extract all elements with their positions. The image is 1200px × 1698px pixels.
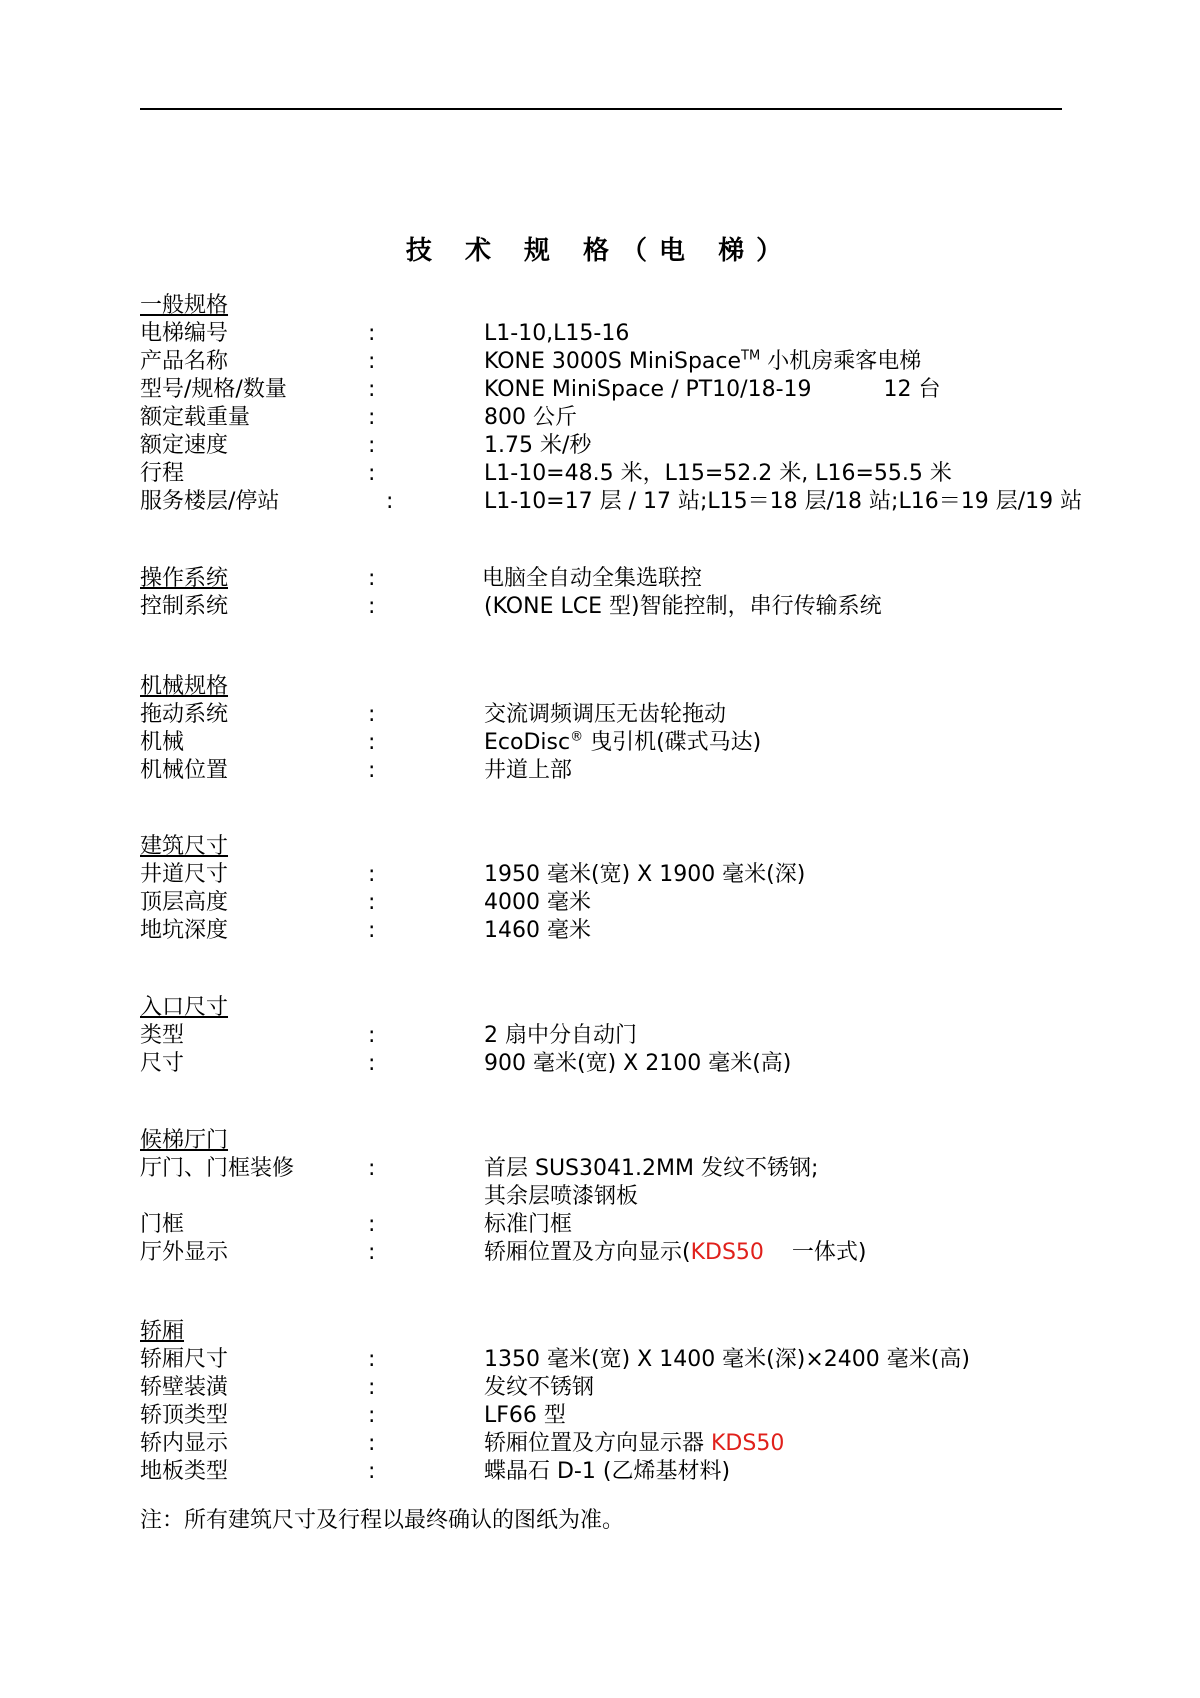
spec-colon: : xyxy=(368,730,376,755)
spec-label: 轿内显示 xyxy=(140,1431,229,1456)
spec-value: L1-10=48.5 米，L15=52.2 米, L16=55.5 米 xyxy=(484,461,952,486)
spec-colon: : xyxy=(368,461,376,486)
model-text: KONE MiniSpace / PT10/18-19 xyxy=(484,377,812,402)
document-title: 技 术 规 格（电 梯） xyxy=(405,236,795,266)
spec-colon: : xyxy=(368,1156,376,1181)
spec-colon: : xyxy=(368,377,376,402)
spec-colon: : xyxy=(368,918,376,943)
spec-value: 交流调频调压无齿轮拖动 xyxy=(484,702,727,727)
spec-colon: : xyxy=(368,1240,376,1265)
spec-colon: : xyxy=(368,1347,376,1372)
spec-value: 井道上部 xyxy=(484,758,573,783)
spec-colon: : xyxy=(368,1431,376,1456)
spec-value: 800 公斤 xyxy=(484,405,577,430)
footnote: 注：所有建筑尺寸及行程以最终确认的图纸为准。 xyxy=(140,1508,625,1533)
spec-label: 拖动系统 xyxy=(140,702,229,727)
spec-label: 电梯编号 xyxy=(140,321,229,346)
registered-mark: ® xyxy=(570,729,584,745)
spec-value: 1460 毫米 xyxy=(484,918,591,943)
spec-value: (KONE LCE 型)智能控制，串行传输系统 xyxy=(484,594,882,619)
spec-colon: : xyxy=(386,489,394,514)
spec-value xyxy=(484,376,941,404)
spec-colon: : xyxy=(368,702,376,727)
spec-value: L1-10=17 层 / 17 站;L15＝18 层/18 站;L16＝19 层/19 站 xyxy=(484,489,1083,514)
spec-label: 机械位置 xyxy=(140,758,229,783)
spec-value: 1.75 米/秒 xyxy=(484,433,592,458)
spec-label: 尺寸 xyxy=(140,1051,185,1076)
header-rule xyxy=(140,108,1062,110)
spec-value xyxy=(484,348,921,376)
spec-label: 厅外显示 xyxy=(140,1240,229,1265)
machine-desc: 曳引机(碟式马达) xyxy=(583,730,762,755)
spec-value xyxy=(484,1239,866,1267)
spec-value: 2 扇中分自动门 xyxy=(484,1023,637,1048)
spec-value: 蝶晶石 D-1 (乙烯基材料) xyxy=(484,1459,731,1484)
section-heading-landing: 候梯厅门 xyxy=(140,1128,229,1153)
spec-label: 轿厢尺寸 xyxy=(140,1347,229,1372)
spec-label: 轿壁装潢 xyxy=(140,1375,229,1400)
section-heading-general: 一般规格 xyxy=(140,293,229,318)
spec-colon: : xyxy=(368,862,376,887)
spec-label: 机械 xyxy=(140,730,185,755)
quantity-text: 12 台 xyxy=(883,377,941,402)
spec-colon: : xyxy=(368,349,376,374)
spec-value: 4000 毫米 xyxy=(484,890,591,915)
car-display-model: KDS50 xyxy=(711,1431,785,1456)
section-heading-car: 轿厢 xyxy=(140,1319,185,1344)
spec-label: 产品名称 xyxy=(140,349,229,374)
trademark-mark: TM xyxy=(741,348,761,364)
spec-label: 行程 xyxy=(140,461,185,486)
spec-colon: : xyxy=(368,433,376,458)
section-heading-machine: 机械规格 xyxy=(140,674,229,699)
spec-value: 其余层喷漆钢板 xyxy=(484,1184,639,1209)
spec-value: 发纹不锈钢 xyxy=(484,1375,595,1400)
spec-label: 额定速度 xyxy=(140,433,229,458)
spec-label: 厅门、门框装修 xyxy=(140,1156,295,1181)
spec-colon: : xyxy=(368,594,376,619)
spec-colon: : xyxy=(368,321,376,346)
spec-value: L1-10,L15-16 xyxy=(484,321,630,346)
spec-label: 门框 xyxy=(140,1212,185,1237)
spec-label: 地坑深度 xyxy=(140,918,229,943)
spec-colon: : xyxy=(368,890,376,915)
spec-label: 顶层高度 xyxy=(140,890,229,915)
landing-display-text: 轿厢位置及方向显示( xyxy=(484,1240,691,1265)
section-heading-building: 建筑尺寸 xyxy=(140,834,229,859)
spec-colon: : xyxy=(368,1459,376,1484)
spec-value: 电脑全自动全集选联控 xyxy=(482,566,703,591)
landing-display-suffix: 一体式) xyxy=(763,1240,867,1265)
section-heading-entrance: 入口尺寸 xyxy=(140,995,229,1020)
spec-colon: : xyxy=(368,1375,376,1400)
spec-colon: : xyxy=(368,1051,376,1076)
spec-label: 轿顶类型 xyxy=(140,1403,229,1428)
landing-display-model: KDS50 xyxy=(690,1240,764,1265)
spec-label: 类型 xyxy=(140,1023,185,1048)
spec-value: 1950 毫米(宽) X 1900 毫米(深) xyxy=(484,862,806,887)
spec-colon: : xyxy=(368,405,376,430)
machine-name: EcoDisc xyxy=(484,730,571,755)
spec-value xyxy=(484,729,761,757)
spec-colon: : xyxy=(368,1403,376,1428)
spec-label: 型号/规格/数量 xyxy=(140,377,287,402)
product-name-text: KONE 3000S MiniSpace xyxy=(484,349,742,374)
spec-label: 井道尺寸 xyxy=(140,862,229,887)
product-name-suffix: 小机房乘客电梯 xyxy=(760,349,922,374)
spec-label: 服务楼层/停站 xyxy=(140,489,280,514)
spec-value: 首层 SUS3041.2MM 发纹不锈钢; xyxy=(484,1156,819,1181)
spec-label: 控制系统 xyxy=(140,594,229,619)
spec-label: 操作系统 xyxy=(140,566,229,591)
spec-label: 地板类型 xyxy=(140,1459,229,1484)
spec-value: 标准门框 xyxy=(484,1212,573,1237)
spec-value: 900 毫米(宽) X 2100 毫米(高) xyxy=(484,1051,792,1076)
spec-value: LF66 型 xyxy=(484,1403,566,1428)
spec-colon: : xyxy=(368,758,376,783)
spec-label: 额定载重量 xyxy=(140,405,251,430)
spec-colon: : xyxy=(368,1212,376,1237)
spec-colon: : xyxy=(368,566,376,591)
spec-value: 1350 毫米(宽) X 1400 毫米(深)×2400 毫米(高) xyxy=(484,1347,970,1372)
car-display-text: 轿厢位置及方向显示器 xyxy=(484,1431,711,1456)
spec-colon: : xyxy=(368,1023,376,1048)
spec-value xyxy=(484,1430,784,1458)
